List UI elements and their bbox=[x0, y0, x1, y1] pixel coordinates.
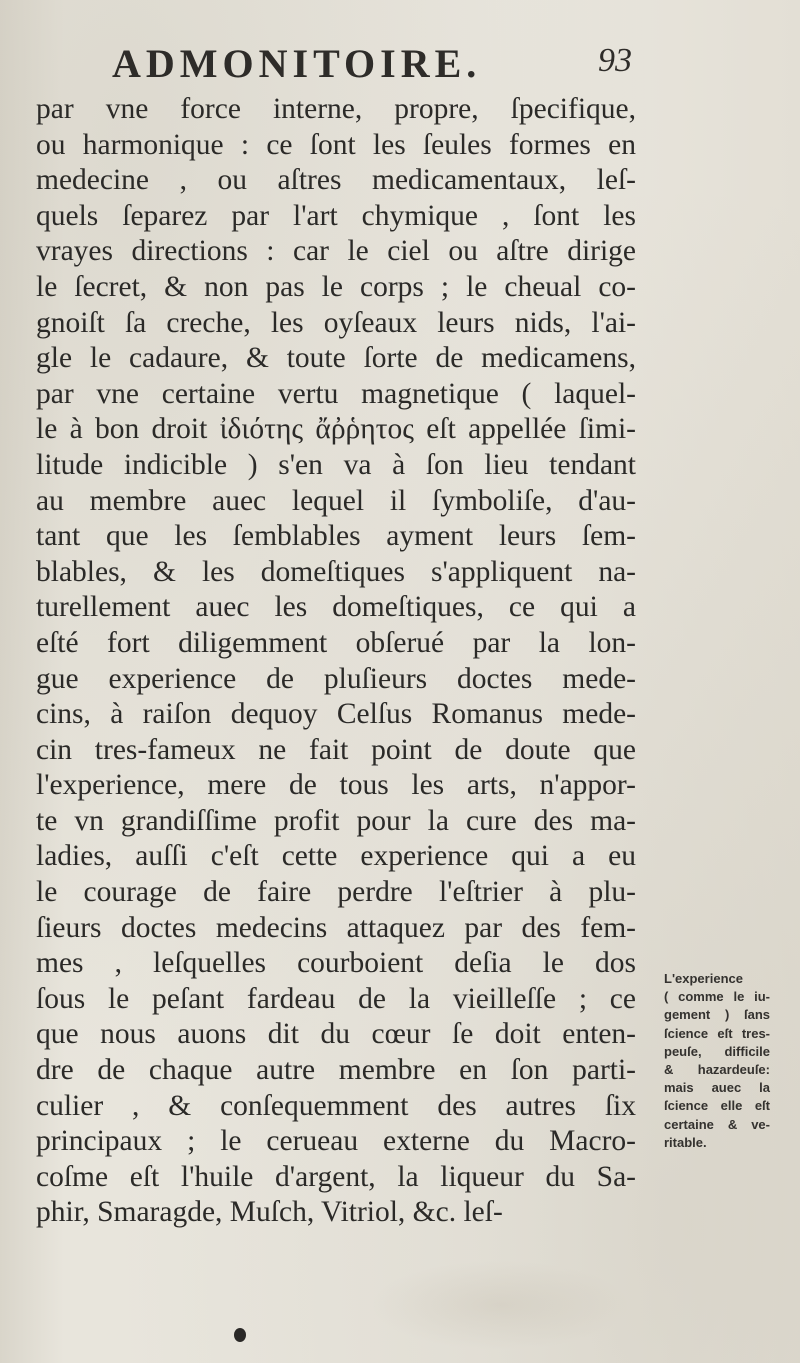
margin-note-line: peuſe, difficile bbox=[664, 1043, 770, 1059]
margin-note-line: certaine & ve- bbox=[664, 1116, 770, 1132]
text-line: mes , leſquelles courboient deſia le dos bbox=[36, 947, 636, 980]
text-line: turellement auec les domeſtiques, ce qui a bbox=[36, 591, 636, 624]
paper-stain bbox=[370, 1260, 630, 1350]
margin-note-line: ritable. bbox=[664, 1134, 707, 1150]
text-line: quels ſeparez par l'art chymique , ſont les bbox=[36, 199, 636, 232]
margin-note-line: gement ) ſans bbox=[664, 1007, 770, 1023]
page-header bbox=[0, 40, 800, 92]
text-line: coſme eſt l'huile d'argent, la liqueur du Sa- bbox=[36, 1160, 636, 1193]
margin-note-line: ( comme le iu- bbox=[664, 989, 770, 1005]
text-line: ſous le peſant fardeau de la vieilleſſe ; ce bbox=[36, 982, 636, 1015]
body-text bbox=[36, 92, 636, 1231]
text-line: cins, à raiſon dequoy Celſus Romanus mede- bbox=[36, 698, 636, 731]
text-line: l'experience, mere de tous les arts, n'appor- bbox=[36, 769, 636, 802]
text-line: le courage de faire perdre l'eſtrier à plu- bbox=[36, 876, 636, 909]
margin-note-line: & hazardeuſe: bbox=[664, 1062, 770, 1078]
text-line: blables, & les domeſtiques s'appliquent na- bbox=[36, 555, 636, 588]
text-line: par vne force interne, propre, ſpecifique, bbox=[36, 93, 636, 125]
text-line: ladies, auſſi c'eſt cette experience qui a eu bbox=[36, 840, 636, 873]
text-line: le à bon droit ἰδιότης ἄῤῥητος eſt appellée ſimi- bbox=[36, 413, 636, 446]
text-line: cin tres-fameux ne fait point de doute que bbox=[36, 733, 636, 766]
text-line: te vn grandiſſime profit pour la cure des ma- bbox=[36, 804, 636, 837]
margin-note-line: mais auec la bbox=[664, 1080, 770, 1096]
text-line: litude indicible ) s'en va à ſon lieu tendant bbox=[36, 448, 636, 481]
text-line: ou harmonique : ce ſont les ſeules formes en bbox=[36, 128, 636, 161]
text-line: le ſecret, & non pas le corps ; le cheual co- bbox=[36, 270, 636, 303]
text-line: eſté fort diligemment obſerué par la lon- bbox=[36, 626, 636, 659]
page-number: 93 bbox=[598, 42, 632, 79]
text-line: ſieurs doctes medecins attaquez par des fem- bbox=[36, 911, 636, 944]
text-line: gnoiſt ſa creche, les oyſeaux leurs nids, l'ai- bbox=[36, 306, 636, 339]
margin-note-line: L'experience bbox=[664, 971, 743, 986]
running-head: ADMONITOIRE. bbox=[112, 41, 482, 86]
text-line: dre de chaque autre membre en ſon parti- bbox=[36, 1054, 636, 1087]
ink-blot bbox=[234, 1328, 246, 1342]
text-line: medecine , ou aſtres medicamentaux, leſ- bbox=[36, 164, 636, 197]
text-line: phir, Smaragde, Muſch, Vitriol, &c. leſ- bbox=[36, 1196, 503, 1229]
margin-note bbox=[664, 970, 770, 1152]
text-line: vrayes directions : car le ciel ou aſtre dirige bbox=[36, 235, 636, 268]
text-line: culier , & conſequemment des autres ſix bbox=[36, 1089, 636, 1122]
text-line: principaux ; le cerueau externe du Macro- bbox=[36, 1125, 636, 1158]
text-line: par vne certaine vertu magnetique ( laquel- bbox=[36, 377, 636, 410]
text-line: gle le cadaure, & toute ſorte de medicamens, bbox=[36, 342, 636, 375]
text-line: tant que les ſemblables ayment leurs ſem- bbox=[36, 520, 636, 553]
text-line: gue experience de pluſieurs doctes mede- bbox=[36, 662, 636, 695]
text-line: au membre auec lequel il ſymboliſe, d'au- bbox=[36, 484, 636, 517]
margin-note-line: ſcience elle eſt bbox=[664, 1098, 770, 1114]
margin-note-line: ſcience eſt tres- bbox=[664, 1025, 770, 1041]
text-line: que nous auons dit du cœur ſe doit enten- bbox=[36, 1018, 636, 1051]
